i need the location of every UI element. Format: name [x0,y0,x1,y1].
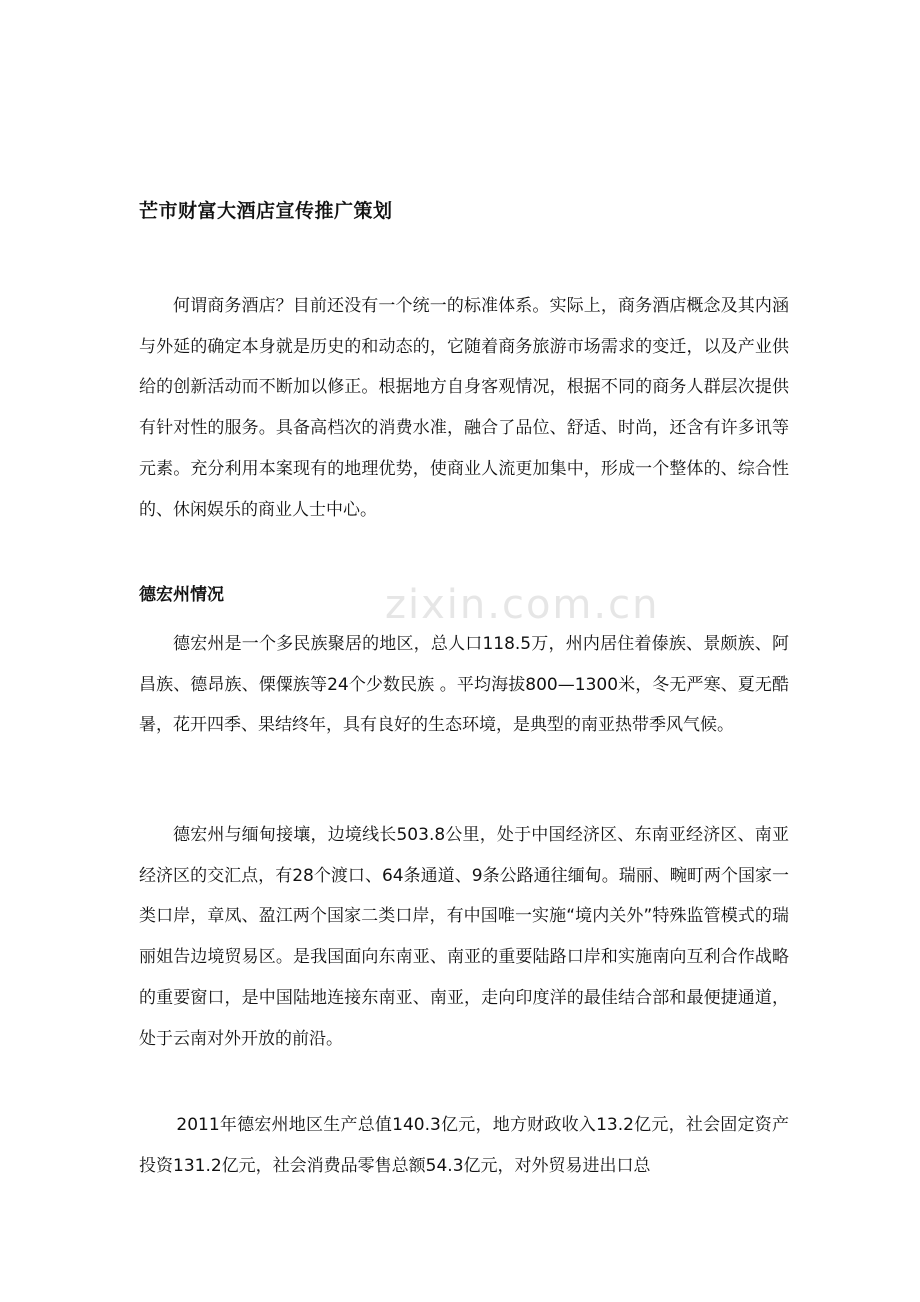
intro-paragraph: 何谓商务酒店？目前还没有一个统一的标准体系。实际上，商务酒店概念及其内涵与外延的确定本身就是历史的和动态的，它随着商务旅游市场需求的变迁，以及产业供给的创新活动而不断加以修正。根据地方自身客观情况，根据不同的商务人群层次提供有针对性的服务。具备高档次的消费水准，融合了品位、舒适、时尚，还含有许多讯等元素。充分利用本案现有的地理优势，使商业人流更加集中，形成一个整体的、综合性的、休闲娱乐的商业人士中心。 [139,296,789,520]
watermark: zixin.com.cn [385,582,660,628]
section-heading-dehong: 德宏州情况 [139,585,224,605]
paragraph-border: 德宏州与缅甸接壤，边境线长503.8公里，处于中国经济区、东南亚经济区、南亚经济区的交汇点，有28个渡口、64条通道、9条公路通往缅甸。瑞丽、畹町两个国家一类口岸，章凤、盈江两个国家二类口岸，有中国唯一实施“境内关外”特殊监管模式的瑞丽姐告边境贸易区。是我国面向东南亚、南亚的重要陆路口岸和实施南向互利合作战略的重要窗口，是中国陆地连接东南亚、南亚，走向印度洋的最佳结合部和最便捷通道，处于云南对外开放的前沿。 [139,825,789,1049]
paragraph-demographics: 德宏州是一个多民族聚居的地区，总人口118.5万，州内居住着傣族、景颇族、阿昌族、德昂族、傈僳族等24个少数民族 。平均海拔800—1300米，冬无严寒、夏无酷暑，花开四季、果结终年，具有良好的生态环境，是典型的南亚热带季风气候。 [139,634,789,736]
document-title: 芒市财富大酒店宣传推广策划 [139,200,393,222]
paragraph-economy: 2011年德宏州地区生产总值140.3亿元，地方财政收入13.2亿元，社会固定资产投资131.2亿元，社会消费品零售总额54.3亿元，对外贸易进出口总 [139,1115,789,1176]
